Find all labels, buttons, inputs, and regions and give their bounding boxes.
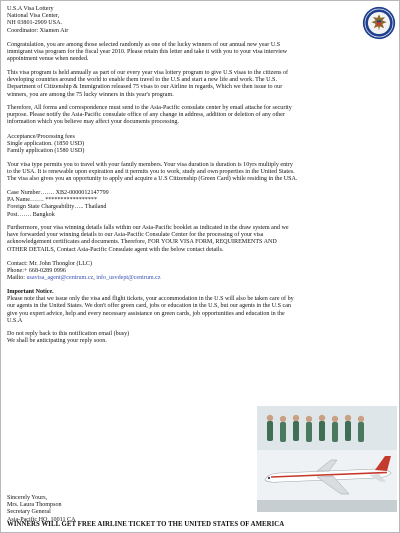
fees-line: Acceptance/Processing fees — [7, 134, 75, 140]
signer-office: Asia-Pacific HQ, 10011 CA — [7, 516, 76, 523]
furthermore-paragraph — [7, 225, 289, 254]
paragraph-line: Your visa type permits you to travel with your family members. Your visa duration is duration is 10yrs multiply entry — [7, 162, 293, 168]
fees-line: Family application (1580 USD) — [7, 148, 85, 155]
pa-name: PA Name……. ***************** — [7, 197, 97, 204]
paragraph-line: information which you believe may affect your documents processing. — [7, 119, 179, 126]
email-link-info-usvdept[interactable]: info_usvdept@centrum.cz — [96, 275, 161, 282]
header-line: National Visa Center, — [7, 13, 60, 20]
paragraph-line: have forwarded your winning details to our Asia-Pacific Consulate Center for the processing of your visa — [7, 232, 264, 239]
post: Post……. Bangkok — [7, 211, 55, 218]
paragraph-line: U.S.A — [7, 317, 23, 324]
foreign-state-chargeability: Foreign State Chargeability….. Thailand — [7, 204, 107, 211]
intro-paragraph — [7, 42, 287, 64]
paragraph-line: immigrant visa program for the fiscal year 2010. Please retain this letter and take it with you to your visa interview — [7, 49, 288, 56]
reply-block — [7, 331, 129, 345]
paragraph-line: purpose. Please notify the Asia-Pacific consulate office of any change in address, addition or deletion of any other — [7, 112, 285, 119]
signer-title: Secretary General — [7, 509, 51, 516]
header-address-block — [7, 6, 68, 35]
header-line: Coordinator: Xiamen Air — [7, 27, 69, 34]
case-number: Case Number……. XB2-0000012147799 — [7, 190, 109, 196]
paragraph-line: developing countries around the world to enable them travel to the U.S and start a new life and work. The U.S. — [7, 77, 277, 84]
email-link-usavisa-agent[interactable]: usavisa_agent@centrum.cz — [26, 275, 94, 282]
paragraph-line: This visa program is held annually as part of our every year visa lottery program to give U.S visas to the citizens of — [7, 70, 289, 76]
reply-line: Do not reply back to this notification email (busy) — [7, 331, 130, 337]
fees-block — [7, 134, 84, 156]
paragraph-line: Congratulation, you are among those selected randomly as one of the lucky winners of our annual new year U.S — [7, 42, 281, 48]
paragraph-line: give you expert advice, help and every necessary assistance on green cards, job opportunities and education in the — [7, 310, 285, 317]
paragraph-line: The visa also gives you an opportunity to apply and acquire a U.S Citizenship (Green Card) while residing in the USA. — [7, 176, 298, 183]
paragraph-line: Therefore, All forms and correspondence must send to the Asia-Pacific consulate center by email attache for security — [7, 105, 292, 111]
airline-crew-and-jet-photo — [257, 406, 397, 512]
important-notice-block — [7, 289, 294, 325]
reply-line: We shall be anticipating your reply soon. — [7, 338, 107, 345]
paragraph-line: winners, you are among the 75 lucky winners in this year's program. — [7, 91, 174, 98]
signature-block — [7, 495, 76, 524]
signer-name: Mrs. Laura Thompson — [7, 502, 62, 509]
closing: Sincerely Yours, — [7, 495, 48, 501]
paragraph-line: appointment venue when needed. — [7, 56, 89, 63]
paragraph-line: Furthermore, your visa winning details falls within our Asia-Pacific booklet as indicated in the draw system and we — [7, 225, 289, 231]
notice-title: Important Notice. — [7, 289, 54, 295]
contact-name: Contact: Mr. John Thonglor (LLC) — [7, 261, 93, 267]
case-details-block — [7, 190, 109, 219]
program-paragraph — [7, 70, 288, 99]
header-line: U.S.A Visa Lottery — [7, 6, 54, 12]
department-of-state-seal-icon — [362, 6, 396, 40]
contact-block — [7, 261, 161, 283]
contact-instructions-paragraph — [7, 105, 292, 127]
contact-mailto — [7, 275, 161, 282]
email-separator: , — [93, 275, 95, 282]
paragraph-line: our agents in the United States. We don't offer green card, jobs or education in the U.S, but our agents in the U.S can — [7, 303, 292, 310]
visa-type-paragraph — [7, 162, 297, 184]
paragraph-line: acknowledgement certificates and documents. Therefore, FOR YOUR VISA FORM, REQUIREMENTS AND — [7, 239, 277, 246]
mailto-label: Mailto: — [7, 275, 25, 282]
free-ticket-banner: WINNERS WILL GET FREE AIRLINE TICKET TO THE UNITED STATES OF AMERICA — [7, 521, 285, 528]
contact-phone: Phone:+ 668-0289 0996 — [7, 268, 66, 275]
header-line: NH 03801-2909 USA. — [7, 20, 63, 27]
paragraph-line: to the USA. It is renewable upon expiration and it permits you to work, study and own properties in the United States. — [7, 169, 295, 176]
paragraph-line: Department of Citizenship & Immigration released 75 visas to our Airline in regards, Which we then issue to our — [7, 84, 283, 91]
paragraph-line: OTHER DETAILS, Contact Asia-Pacific Consulate agent with the below contact details. — [7, 246, 224, 253]
paragraph-line: Please note that we issue only the visa and flight tickets, your accommodation in the U.S will also be taken care of by — [7, 296, 294, 303]
fees-line: Single application. (1850 USD) — [7, 141, 85, 148]
